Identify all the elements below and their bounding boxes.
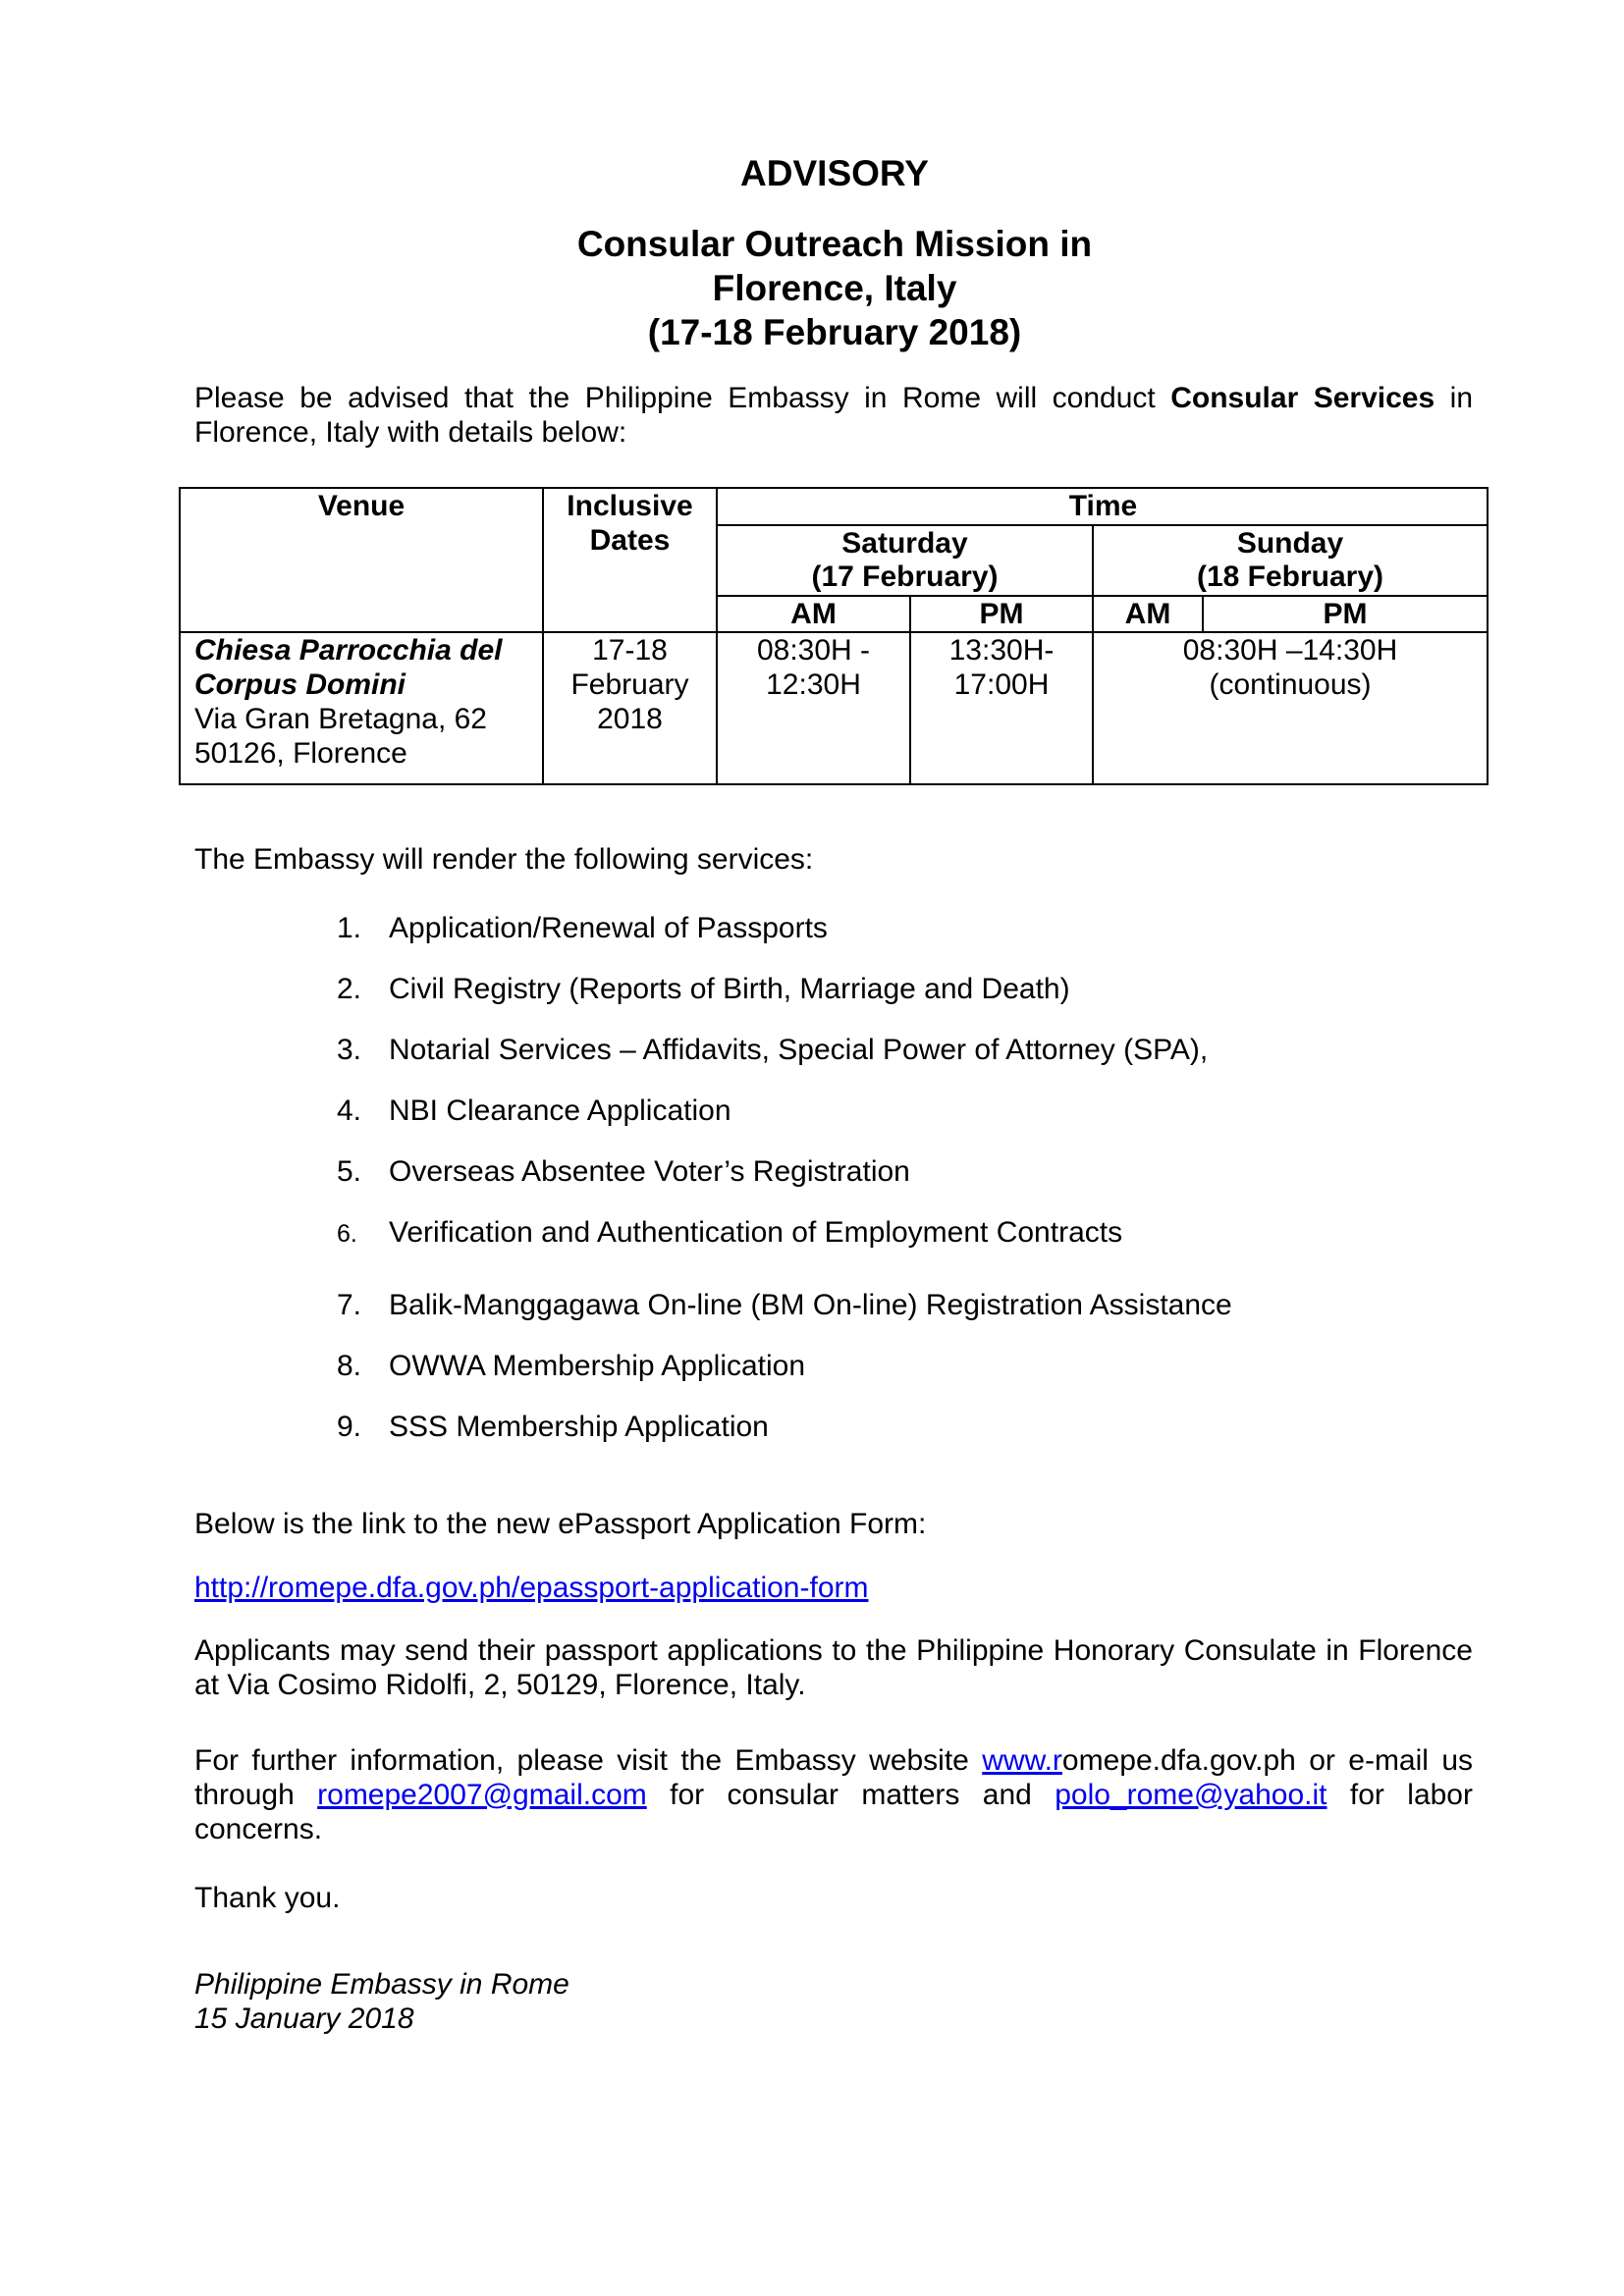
venue-address-line1: Via Gran Bretagna, 62 xyxy=(194,703,487,735)
list-item: 5. Overseas Absentee Voter’s Registration xyxy=(337,1155,910,1188)
header-sunday-date: (18 February) xyxy=(1196,561,1384,593)
list-item: 8. OWWA Membership Application xyxy=(337,1350,806,1382)
header-dates-line1: Inclusive xyxy=(567,490,693,522)
subtitle-line-3: (17-18 February 2018) xyxy=(647,312,1022,352)
intro-paragraph xyxy=(194,381,1473,450)
subtitle-line-1: Consular Outreach Mission in xyxy=(576,224,1093,264)
subtitle-line-2: Florence, Italy xyxy=(712,268,957,308)
list-item: 9. SSS Membership Application xyxy=(337,1411,769,1443)
venue-name-line1: Chiesa Parrocchia del xyxy=(194,634,503,667)
sunday-time-line1: 08:30H –14:30H xyxy=(1182,634,1398,667)
intro-bold-text: Consular Services xyxy=(1170,382,1435,414)
sat-am-time-line2: 12:30H xyxy=(766,668,861,701)
applicants-paragraph: Applicants may send their passport applications to the Philippine Honorary Consulate in Florence at Via Cosimo Ridolfi, 2, 50129, Florence, Italy. xyxy=(194,1634,1473,1701)
intro-text-2: in Florence, Italy with details below: xyxy=(194,382,1474,449)
sat-pm-time-line2: 17:00H xyxy=(953,668,1050,701)
epassport-form-link[interactable]: http://romepe.dfa.gov.ph/epassport-application-form xyxy=(194,1572,869,1604)
header-saturday-date: (17 February) xyxy=(811,561,999,593)
list-item: 2. Civil Registry (Reports of Birth, Marriage and Death) xyxy=(337,973,1070,1005)
sat-am-time-line1: 08:30H - xyxy=(756,634,871,667)
dates-line1: 17-18 xyxy=(592,634,668,667)
website-link[interactable]: www.r xyxy=(982,1744,1062,1777)
list-item: 3. Notarial Services – Affidavits, Special Power of Attorney (SPA), xyxy=(337,1034,1209,1066)
intro-text-1: Please be advised that the Philippine Embassy in Rome will conduct xyxy=(194,382,1171,414)
sat-pm-time-line1: 13:30H- xyxy=(948,634,1055,667)
venue-address-line2: 50126, Florence xyxy=(194,737,407,770)
dates-line2: February xyxy=(570,668,689,701)
page-title: ADVISORY xyxy=(740,153,929,193)
header-sun-pm: PM xyxy=(1323,598,1368,630)
thank-you-text: Thank you. xyxy=(194,1882,341,1914)
signature-date: 15 January 2018 xyxy=(194,2002,414,2035)
schedule-table xyxy=(179,487,1489,785)
header-dates-line2: Dates xyxy=(589,524,671,557)
venue-name-line2: Corpus Domini xyxy=(194,668,406,701)
header-sun-am: AM xyxy=(1124,598,1171,630)
header-saturday: Saturday xyxy=(841,527,968,560)
list-item: 1. Application/Renewal of Passports xyxy=(337,912,828,944)
header-sunday: Sunday xyxy=(1236,527,1344,560)
sunday-time-line2: (continuous) xyxy=(1209,668,1372,701)
labor-email-link[interactable]: polo_rome@yahoo.it xyxy=(1055,1779,1327,1811)
link-line xyxy=(194,1571,1473,1605)
header-time: Time xyxy=(1068,490,1138,522)
signature-org: Philippine Embassy in Rome xyxy=(194,1968,569,2001)
list-item: 4. NBI Clearance Application xyxy=(337,1095,731,1127)
list-item: 7. Balik-Manggagawa On-line (BM On-line) Registration Assistance xyxy=(337,1289,1232,1321)
link-intro: Below is the link to the new ePassport Application Form: xyxy=(194,1508,927,1540)
header-sat-pm: PM xyxy=(979,598,1024,630)
services-intro: The Embassy will render the following services: xyxy=(194,843,814,876)
consular-email-link[interactable]: romepe2007@gmail.com xyxy=(317,1779,647,1811)
list-item: 6. Verification and Authentication of Employment Contracts xyxy=(337,1216,1123,1249)
further-info-paragraph: For further information, please visit the Embassy website www.romepe.dfa.gov.ph or e-mail us through romepe2007@gmail.com for consular matters and polo_rome@yahoo.it for labor concerns. xyxy=(194,1744,1473,1845)
header-venue: Venue xyxy=(317,490,406,522)
dates-line3: 2018 xyxy=(597,703,663,735)
header-sat-am: AM xyxy=(790,598,837,630)
